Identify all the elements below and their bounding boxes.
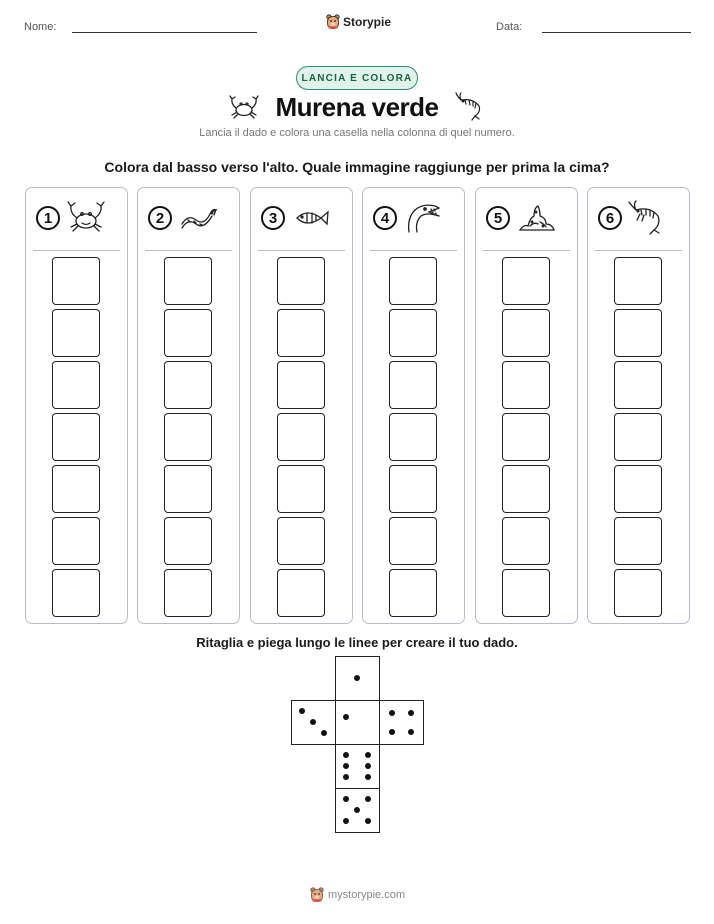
dice-pip <box>389 710 395 716</box>
color-cell[interactable] <box>389 309 437 357</box>
dice-pip <box>343 796 349 802</box>
color-cell[interactable] <box>614 309 662 357</box>
coloring-instruction: Colora dal basso verso l'alto. Quale immagine raggiunge per prima la cima? <box>104 159 610 175</box>
coral-icon <box>516 200 556 236</box>
color-cell[interactable] <box>389 257 437 305</box>
dice-pip <box>365 752 371 758</box>
dice-face-one <box>335 656 380 701</box>
column-divider <box>370 250 457 251</box>
bear-logo-icon <box>326 14 340 30</box>
color-cell[interactable] <box>389 569 437 617</box>
dice-pip <box>299 708 305 714</box>
column-number: 4 <box>373 206 397 230</box>
footer-url[interactable]: mystorypie.com <box>328 889 406 901</box>
column-5 <box>475 187 578 624</box>
dice-pip <box>408 710 414 716</box>
color-cell[interactable] <box>502 257 550 305</box>
color-cell[interactable] <box>164 465 212 513</box>
color-cell[interactable] <box>614 569 662 617</box>
crab-icon <box>66 200 106 236</box>
color-cell[interactable] <box>502 517 550 565</box>
column-number: 5 <box>486 206 510 230</box>
column-3 <box>250 187 353 624</box>
dice-pip <box>389 729 395 735</box>
name-label: Nome: <box>24 21 57 33</box>
color-cell[interactable] <box>164 569 212 617</box>
page-subtitle: Lancia il dado e colora una casella nella colonna di quel numero. <box>199 127 515 139</box>
dice-pip <box>343 763 349 769</box>
dice-face-four <box>379 700 424 745</box>
column-divider <box>483 250 570 251</box>
color-cell[interactable] <box>614 517 662 565</box>
shrimp-icon <box>628 200 668 236</box>
color-cell[interactable] <box>614 361 662 409</box>
color-cell[interactable] <box>164 517 212 565</box>
dice-face-three <box>291 700 336 745</box>
dice-face-one-center <box>335 700 380 745</box>
shrimp-title-icon <box>455 92 487 122</box>
color-cell[interactable] <box>52 465 100 513</box>
color-cell[interactable] <box>164 309 212 357</box>
date-label: Data: <box>496 21 523 33</box>
column-2 <box>137 187 240 624</box>
dice-pip <box>343 818 349 824</box>
column-number: 2 <box>148 206 172 230</box>
color-cell[interactable] <box>502 309 550 357</box>
dice-pip <box>343 714 349 720</box>
color-cell[interactable] <box>277 465 325 513</box>
dice-pip <box>408 729 414 735</box>
color-cell[interactable] <box>277 257 325 305</box>
dice-instruction: Ritaglia e piega lungo le linee per creare il tuo dado. <box>196 635 518 650</box>
color-cell[interactable] <box>164 361 212 409</box>
color-cell[interactable] <box>52 517 100 565</box>
column-divider <box>595 250 682 251</box>
color-cell[interactable] <box>502 361 550 409</box>
color-cell[interactable] <box>277 569 325 617</box>
activity-badge: LANCIA E COLORA <box>296 66 418 90</box>
dice-face-six <box>335 744 380 789</box>
dice-pip <box>354 675 360 681</box>
color-cell[interactable] <box>502 465 550 513</box>
bear-footer-icon <box>310 887 324 903</box>
dice-pip <box>365 763 371 769</box>
color-cell[interactable] <box>277 517 325 565</box>
color-cell[interactable] <box>277 309 325 357</box>
color-cell[interactable] <box>52 309 100 357</box>
page-title: Murena verde <box>275 92 439 122</box>
column-divider <box>145 250 232 251</box>
column-6 <box>587 187 690 624</box>
color-cell[interactable] <box>389 517 437 565</box>
brand-logo <box>326 14 391 30</box>
column-divider <box>258 250 345 251</box>
date-line <box>542 32 691 33</box>
brand-name: Storypie <box>343 15 392 29</box>
color-cell[interactable] <box>389 361 437 409</box>
color-cell[interactable] <box>277 361 325 409</box>
color-cell[interactable] <box>614 413 662 461</box>
color-cell[interactable] <box>52 413 100 461</box>
color-cell[interactable] <box>277 413 325 461</box>
color-cell[interactable] <box>389 465 437 513</box>
dice-pip <box>343 752 349 758</box>
dice-pip <box>343 774 349 780</box>
dice-face-five <box>335 788 380 833</box>
color-cell[interactable] <box>164 257 212 305</box>
color-cell[interactable] <box>502 413 550 461</box>
name-line <box>72 32 257 33</box>
dice-pip <box>365 774 371 780</box>
color-cell[interactable] <box>389 413 437 461</box>
column-divider <box>33 250 120 251</box>
dice-pip <box>321 730 327 736</box>
column-1 <box>25 187 128 624</box>
dice-pip <box>365 796 371 802</box>
color-cell[interactable] <box>52 257 100 305</box>
eel-icon <box>178 200 218 236</box>
dice-pip <box>354 807 360 813</box>
column-4 <box>362 187 465 624</box>
color-cell[interactable] <box>52 569 100 617</box>
column-number: 3 <box>261 206 285 230</box>
dice-pip <box>365 818 371 824</box>
color-cell[interactable] <box>614 257 662 305</box>
moray-icon <box>403 200 443 236</box>
column-number: 1 <box>36 206 60 230</box>
color-cell[interactable] <box>502 569 550 617</box>
color-cell[interactable] <box>52 361 100 409</box>
color-cell[interactable] <box>164 413 212 461</box>
footer <box>310 887 405 903</box>
column-number: 6 <box>598 206 622 230</box>
color-cell[interactable] <box>614 465 662 513</box>
fish-icon <box>291 200 331 236</box>
dice-pip <box>310 719 316 725</box>
